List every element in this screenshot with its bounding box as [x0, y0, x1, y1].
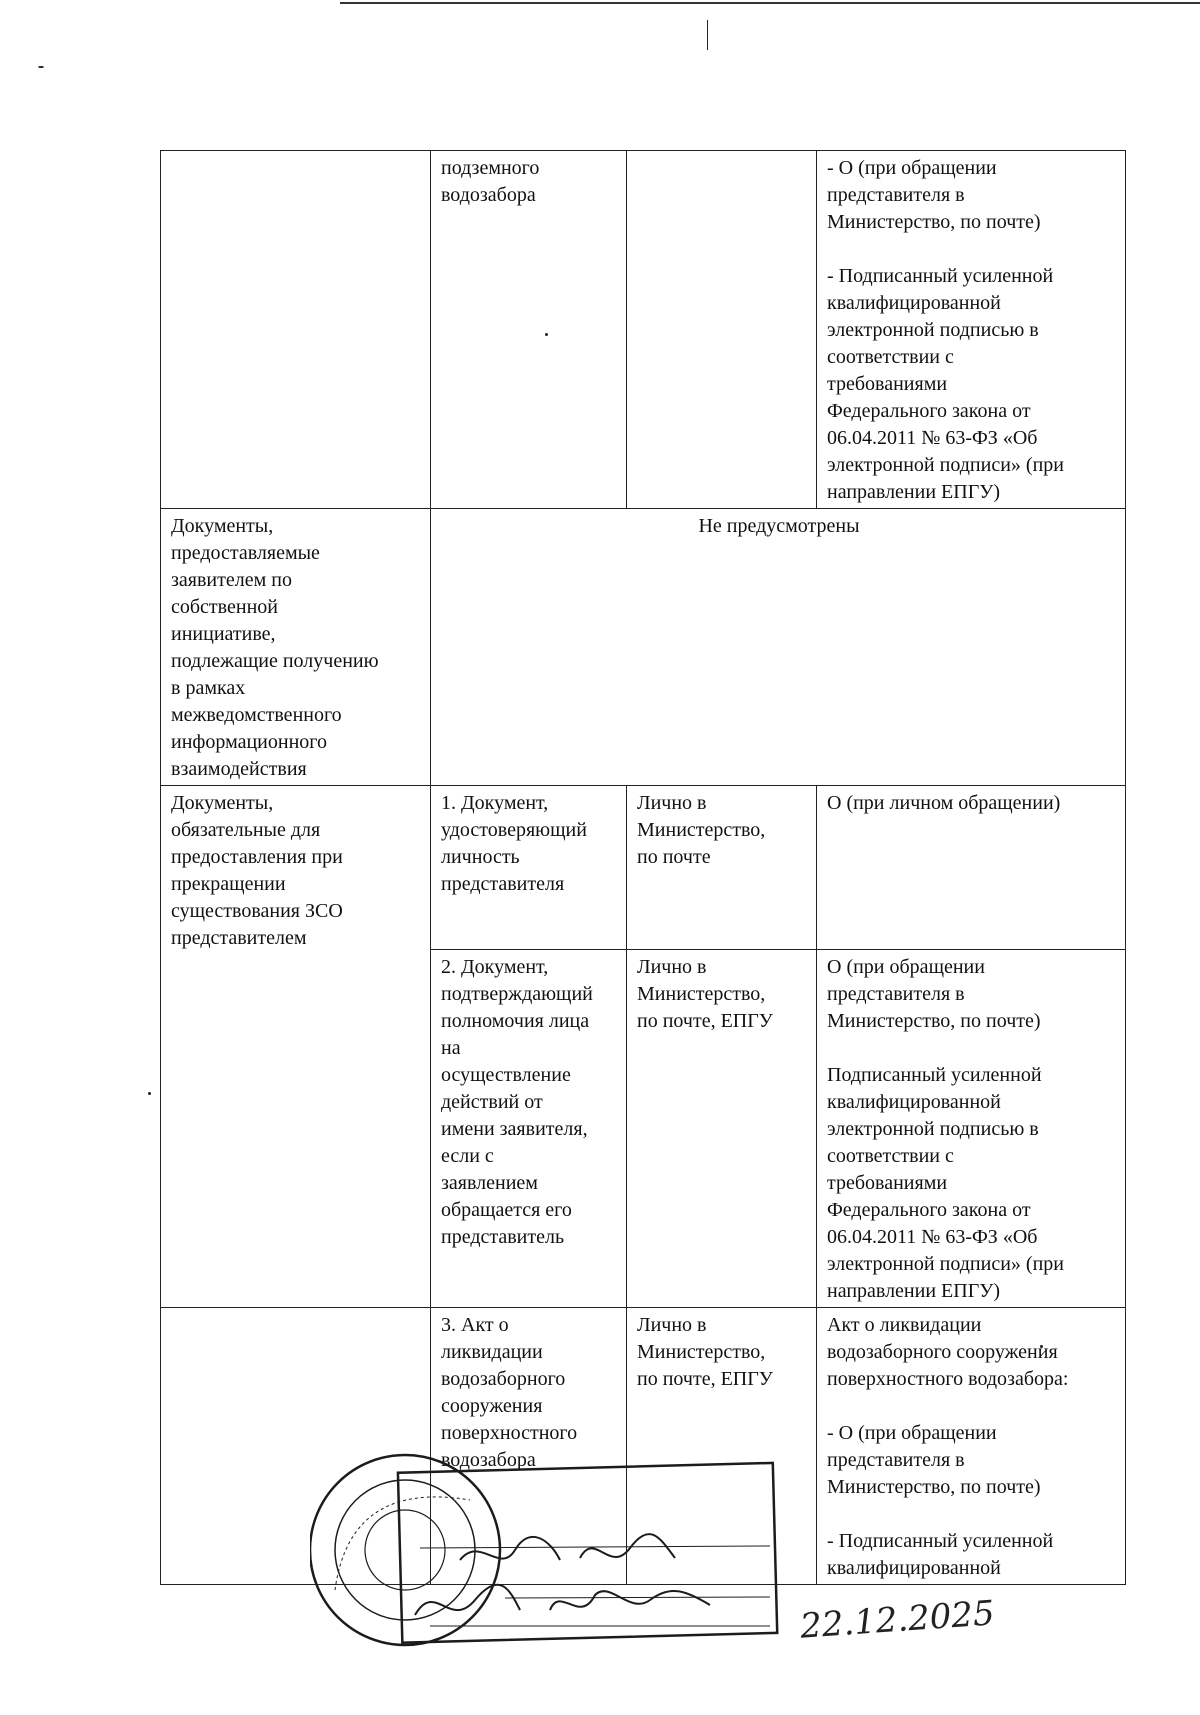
submission-method-cell: Лично в Министерство, по почте, ЕПГУ	[627, 1308, 817, 1585]
submission-method-cell	[627, 151, 817, 509]
requirements-cell: Акт о ликвидации водозаборного сооружения поверхностного водозабора: - О (при обращении представителя в Министерство, по почте) - Подписанный усиленной квалифицированной	[817, 1308, 1126, 1585]
requirements-cell: О (при личном обращении)	[817, 786, 1126, 950]
category-cell: Документы, предоставляемые заявителем по собственной инициативе, подлежащие получению в рамках межведомственного информационного взаимодействия	[161, 509, 431, 786]
table-row	[161, 151, 1126, 509]
category-cell	[161, 151, 431, 509]
scan-speck	[707, 20, 708, 50]
scan-speck	[148, 1092, 151, 1095]
handwritten-signatures	[415, 1534, 710, 1615]
scan-edge-line	[340, 2, 1200, 4]
category-cell: Документы, обязательные для предоставления при прекращении существования ЗСО представителем	[161, 786, 431, 1308]
table-row	[161, 786, 1126, 950]
certification-stamp	[310, 1440, 830, 1700]
document-name-cell: подземного водозабора	[431, 151, 627, 509]
round-seal	[310, 1455, 500, 1645]
requirements-cell: О (при обращении представителя в Министерство, по почте) Подписанный усиленной квалифицированной электронной подписью в соответствии с требованиями Федерального закона от 06.04.2011 № 63-ФЗ «Об электронной подписи» (при направлении ЕПГУ)	[817, 950, 1126, 1308]
document-name-cell: 1. Документ, удостоверяющий личность представителя	[431, 786, 627, 950]
document-name-cell: 3. Акт о ликвидации водозаборного сооружения поверхностного водозабора	[431, 1308, 627, 1585]
seal-and-stamp-graphic	[310, 1440, 830, 1700]
requirements-cell: - О (при обращении представителя в Министерство, по почте) - Подписанный усиленной квалифицированной электронной подписью в соответствии с требованиями Федерального закона от 06.04.2011 № 63-ФЗ «Об электронной подписи» (при направлении ЕПГУ)	[817, 151, 1126, 509]
scan-speck	[38, 66, 44, 68]
submission-method-cell: Лично в Министерство, по почте	[627, 786, 817, 950]
documents-table	[160, 150, 1126, 1585]
table-row	[161, 509, 1126, 786]
rectangular-stamp	[398, 1463, 777, 1643]
document-name-cell: 2. Документ, подтверждающий полномочия лица на осуществление действий от имени заявителя, если с заявлением обращается его представитель	[431, 950, 627, 1308]
submission-method-cell: Лично в Министерство, по почте, ЕПГУ	[627, 950, 817, 1308]
merged-cell-not-provided: Не предусмотрены	[431, 509, 1126, 786]
handwritten-date: 22.12.2025	[798, 1593, 996, 1647]
